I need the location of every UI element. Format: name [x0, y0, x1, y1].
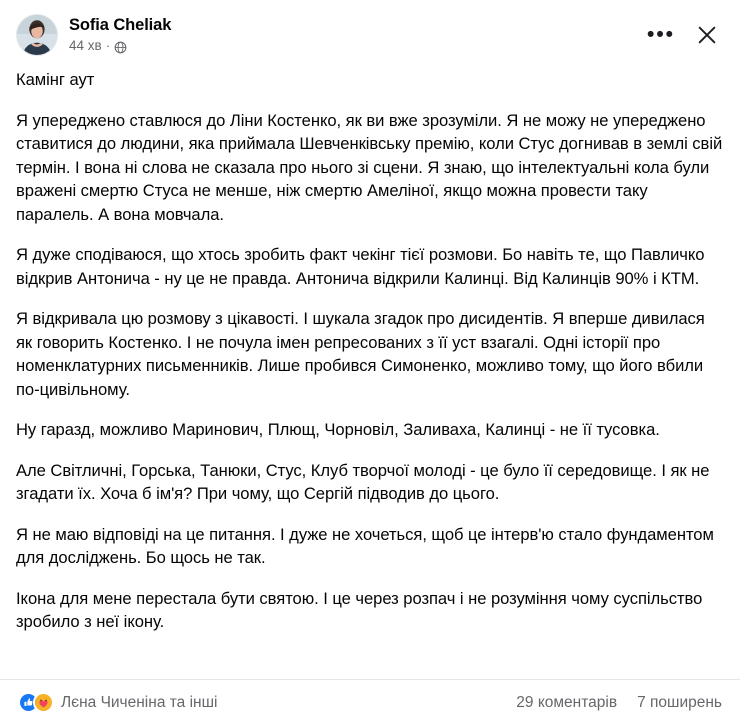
reaction-icons[interactable]	[18, 692, 54, 713]
post-counts	[516, 694, 722, 712]
post-body	[0, 56, 740, 634]
post-paragraph: Ну гаразд, можливо Маринович, Плющ, Чорновіл, Заливаха, Калинці - не її тусовка.	[16, 420, 660, 439]
post-paragraph: Я упереджено ставлюся до Ліни Костенко, як ви вже зрозуміли. Я не можу не упереджено ставитися до людини, яка приймала Шевченківську премію, коли Стус догнивав в землі свій термін. І вона ні слова не сказала про нього зі сцени. Я знаю, що інтелектуальні кола були вражені смертю Стуса не менше, ніж смертю Амеліної, якщо можна провести таку паралель. А вона мовчала.	[16, 110, 723, 224]
ellipsis-icon[interactable]	[644, 18, 678, 52]
post-paragraph: Я не маю відповіді на це питання. І дуже не хочеться, щоб це інтерв'ю стало фундаментом для досліджень. Бо щось не так.	[16, 524, 714, 567]
post-paragraph: Я дуже сподіваюся, що хтось зробить факт чекінг тієї розмови. Бо навіть те, що Павличко відкрив Антонича - ну це не правда. Антонича відкрили Калинці. Від Калинців 90% і КТМ.	[16, 245, 705, 288]
author-name[interactable]: Sofia Cheliak	[69, 16, 172, 34]
avatar[interactable]	[16, 14, 58, 56]
post-header	[0, 0, 740, 56]
post-header-actions	[644, 14, 724, 52]
care-reaction-icon	[33, 692, 54, 713]
meta-separator: ·	[105, 38, 111, 53]
reaction-names[interactable]: Лєна Чиченіна та інші	[61, 693, 218, 711]
close-icon[interactable]	[690, 18, 724, 52]
post-meta	[69, 38, 644, 54]
post-paragraph: Але Світличні, Горська, Танюки, Стус, Клуб творчої молоді - це було її середовище. І як не згадати їх. Хоча б ім'я? При чому, що Сергій підводив до цього.	[16, 460, 710, 503]
post-paragraph: Ікона для мене перестала бути святою. І це через розпач і не розуміння чому суспільство зробило з неї ікону.	[16, 588, 703, 631]
post-timestamp[interactable]: 44 хв	[69, 38, 102, 53]
post-footer	[0, 679, 740, 725]
ellipsis-glyph: •••	[646, 23, 676, 46]
post-paragraph: Я відкривала цю розмову з цікавості. І шукала згадок про дисидентів. Я вперше дивилася як говорить Костенко. І не почула імен репресованих з її уст взагалі. Одні історії про номенклатурних письменників. Лише пробився Симоненко, можливо тому, що його вбили по-цивільному.	[16, 309, 705, 399]
shares-count[interactable]: 7 поширень	[637, 693, 722, 711]
post-paragraph: Камінг аут	[16, 70, 95, 89]
comments-count[interactable]: 29 коментарів	[516, 693, 618, 711]
globe-icon[interactable]	[114, 41, 127, 54]
post-header-text	[69, 14, 644, 54]
reactions-summary[interactable]	[18, 692, 217, 713]
